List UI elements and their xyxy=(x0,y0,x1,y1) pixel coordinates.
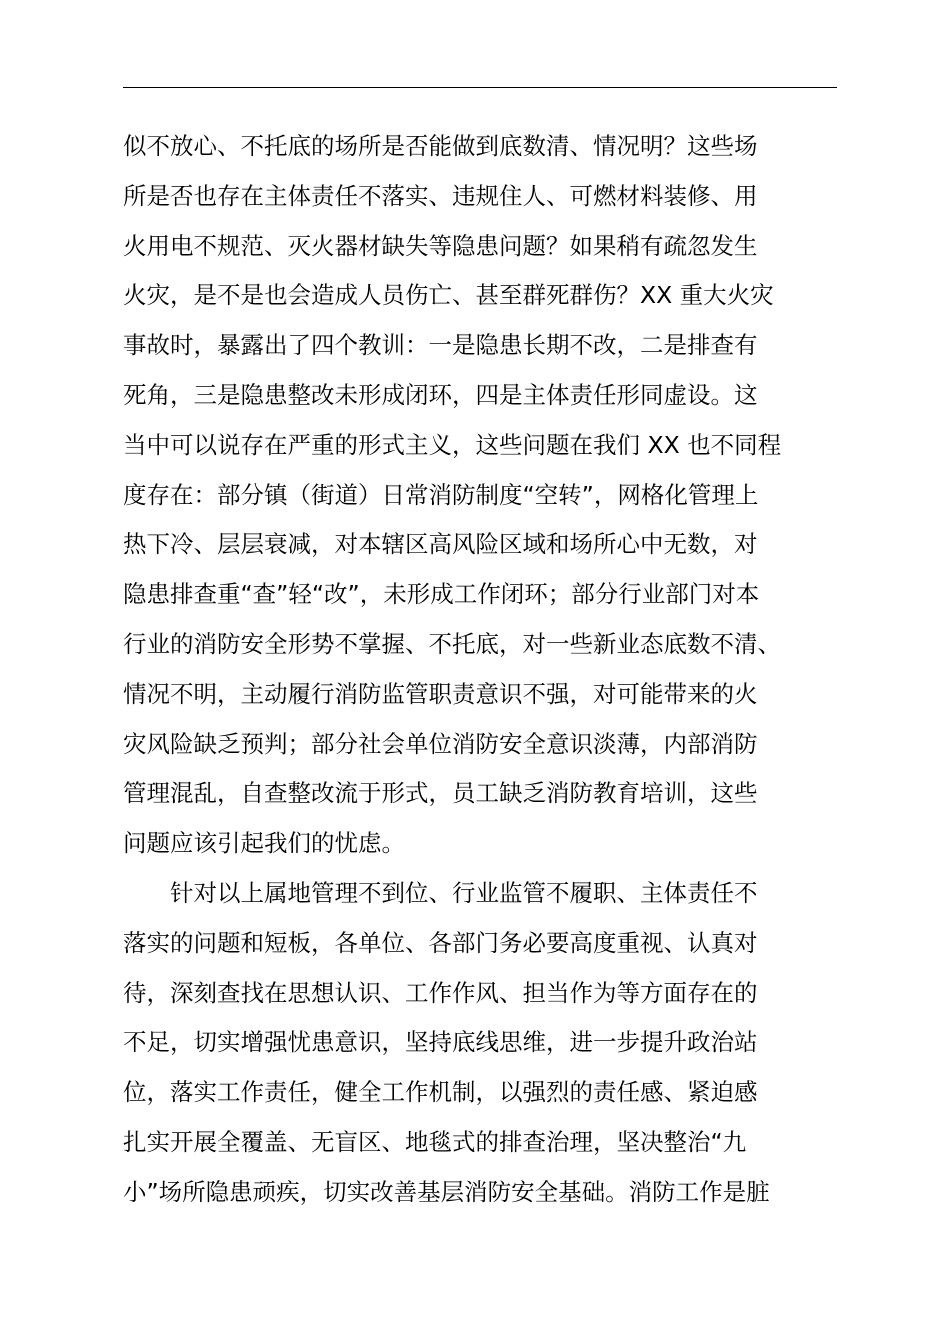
text-line: 扎实开展全覆盖、无盲区、地毯式的排查治理，坚决整治“九 xyxy=(123,1127,747,1156)
text-line: 当中可以说存在严重的形式主义，这些问题在我们 XX 也不同程 xyxy=(123,430,782,459)
text-line: 不足，切实增强忧患意识，坚持底线思维，进一步提升政治站 xyxy=(123,1028,758,1057)
text-line: 待，深刻查找在思想认识、工作作风、担当作为等方面存在的 xyxy=(123,978,758,1007)
text-line: 所是否也存在主体责任不落实、违规住人、可燃材料装修、用 xyxy=(123,181,758,210)
text-line: 度存在：部分镇（街道）日常消防制度“空转”，网格化管理上 xyxy=(123,480,759,509)
text-line: 灾风险缺乏预判；部分社会单位消防安全意识淡薄，内部消防 xyxy=(123,729,758,758)
text-line: 隐患排查重“查”轻“改”，未形成工作闭环；部分行业部门对本 xyxy=(123,580,760,609)
text-line: 火灾，是不是也会造成人员伤亡、甚至群死群伤？XX 重大火灾 xyxy=(123,281,774,310)
text-line: 事故时，暴露出了四个教训：一是隐患长期不改，二是排查有 xyxy=(123,331,758,360)
text-line: 小”场所隐患顽疾，切实改善基层消防安全基础。消防工作是脏 xyxy=(123,1177,770,1206)
text-line: 位，落实工作责任，健全工作机制，以强烈的责任感、紧迫感 xyxy=(123,1078,758,1107)
text-line: 行业的消防安全形势不掌握、不托底，对一些新业态底数不清、 xyxy=(123,629,781,658)
text-line: 落实的问题和短板，各单位、各部门务必要高度重视、认真对 xyxy=(123,928,758,957)
text-line: 死角，三是隐患整改未形成闭环，四是主体责任形同虚设。这 xyxy=(123,380,758,409)
text-line: 热下冷、层层衰减，对本辖区高风险区域和场所心中无数，对 xyxy=(123,530,758,559)
text-line: 情况不明，主动履行消防监管职责意识不强，对可能带来的火 xyxy=(123,679,758,708)
text-line: 问题应该引起我们的忧虑。 xyxy=(123,829,405,858)
text-line: 管理混乱，自查整改流于形式，员工缺乏消防教育培训，这些 xyxy=(123,779,758,808)
text-line: 火用电不规范、灭火器材缺失等隐患问题？如果稍有疏忽发生 xyxy=(123,231,758,260)
paragraph-first-line: 针对以上属地管理不到位、行业监管不履职、主体责任不 xyxy=(170,878,758,907)
document-body xyxy=(123,122,837,1218)
header-rule xyxy=(123,87,837,88)
text-line: 似不放心、不托底的场所是否能做到底数清、情况明？这些场 xyxy=(123,132,758,160)
